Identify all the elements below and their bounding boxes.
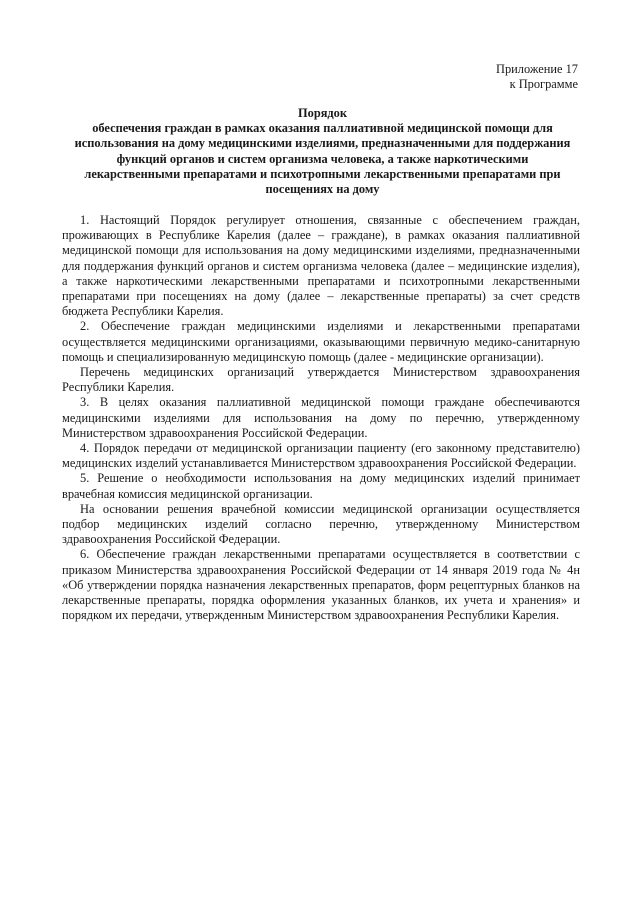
paragraph-2: 2. Обеспечение граждан медицинскими изделиями и лекарственными препаратами осуществляется медицинскими организациями, оказывающими первичную медико-санитарную помощь и специализированную медицинскую помощь (далее - медицинские организации).	[62, 319, 580, 364]
paragraph-3: 3. В целях оказания паллиативной медицинской помощи граждане обеспечиваются медицинскими изделиями для использования на дому по перечню, утвержденному Министерством здравоохранения Российской Федерации.	[62, 395, 580, 440]
title-line: функций органов и систем организма человека, а также наркотическими	[116, 151, 529, 166]
title-line: обеспечения граждан в рамках оказания паллиативной медицинской помощи для	[92, 121, 553, 136]
title-line: посещениях на дому	[265, 182, 380, 197]
document-title	[40, 106, 605, 197]
document-body	[62, 213, 580, 623]
title-heading: Порядок	[297, 106, 348, 120]
appendix-number: Приложение 17	[496, 62, 578, 76]
title-line: лекарственными препаратами и психотропными лекарственными препаратами при	[84, 166, 561, 181]
appendix-program: к Программе	[509, 77, 578, 91]
paragraph-1: 1. Настоящий Порядок регулирует отношения, связанные с обеспечением граждан, проживающих в Республике Карелия (далее – граждане), в рамках оказания паллиативной медицинской помощи для использования на дому медицинскими изделиями, предназначенными для поддержания функций органов и систем организма человека (далее – медицинские изделия), а также наркотическими лекарственными препаратами и психотропными лекарственными препаратами при посещениях на дому (далее – лекарственные препараты) за счет средств бюджета Республики Карелия.	[62, 213, 580, 319]
paragraph-5: 5. Решение о необходимости использования на дому медицинских изделий принимает врачебная комиссия медицинской организации.	[62, 471, 580, 501]
title-line: использования на дому медицинскими изделиями, предназначенными для поддержания	[74, 136, 571, 151]
paragraph-4: 4. Порядок передачи от медицинской организации пациенту (его законному представителю) медицинских изделий устанавливается Министерством здравоохранения Российской Федерации.	[62, 441, 580, 471]
paragraph-5-selection: На основании решения врачебной комиссии медицинской организации осуществляется подбор медицинских изделий согласно перечню, утвержденному Министерством здравоохранения Российской Федерации.	[62, 501, 580, 547]
appendix-reference	[496, 62, 578, 92]
paragraph-2-list: Перечень медицинских организаций утверждается Министерством здравоохранения Республики Карелия.	[62, 365, 580, 395]
paragraph-6: 6. Обеспечение граждан лекарственными препаратами осуществляется в соответствии с приказом Министерства здравоохранения Российской Федерации от 14 января 2019 года № 4н «Об утверждении порядка назначения лекарственных препаратов, форм рецептурных бланков на лекарственные препараты, порядка оформления указанных бланков, их учета и хранения» и порядком их передачи, утвержденным Министерством здравоохранения Республики Карелия.	[62, 547, 580, 623]
